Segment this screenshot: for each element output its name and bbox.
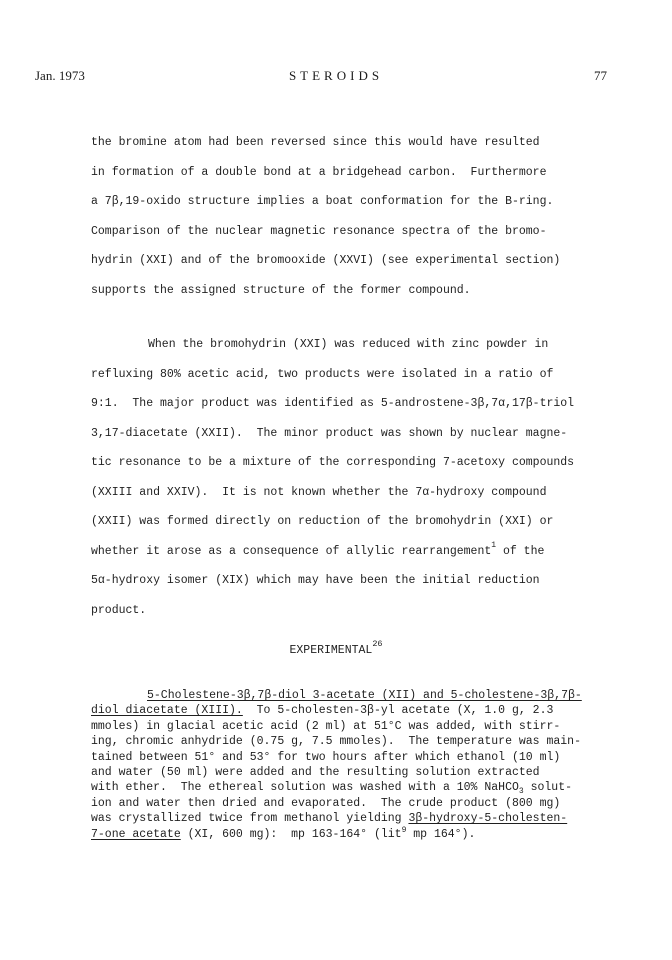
text-fragment: (XI, 600 mg): mp 163-164° (lit	[180, 827, 402, 841]
header-journal-title: STEROIDS	[288, 68, 384, 83]
text-fragment: whether it arose as a consequence of allylic rearrangement	[91, 544, 492, 558]
text-line: When the bromohydrin (XXI) was reduced with zinc powder in	[148, 338, 549, 351]
body-paragraph-2	[91, 330, 636, 625]
text-line: in formation of a double bond at a bridgehead carbon. Furthermore	[91, 165, 547, 179]
running-header	[0, 68, 672, 88]
header-page-number: 77	[594, 68, 607, 83]
text-line: the bromine atom had been reversed since this would have resulted	[91, 136, 540, 149]
text-line: (XXIII and XXIV). It is not known whether the 7α-hydroxy compound	[91, 485, 547, 499]
text-line	[91, 537, 636, 567]
compound-title: diol diacetate (XIII).	[91, 704, 243, 718]
section-heading	[0, 639, 672, 657]
text-line: 3,17-diacetate (XXII). The minor product was shown by nuclear magne-	[91, 426, 568, 440]
text-line: tic resonance to be a mixture of the corresponding 7-acetoxy compounds	[91, 456, 575, 469]
text-line	[91, 811, 611, 826]
text-line: ion and water then dried and evaporated. The crude product (800 mg)	[91, 796, 561, 810]
text-fragment: was crystallized twice from methanol yielding	[91, 812, 409, 826]
text-line: a 7β,19-oxido structure implies a boat conformation for the B-ring.	[91, 195, 554, 208]
footnote-reference: 9	[401, 825, 407, 835]
text-fragment: of the	[496, 544, 545, 558]
text-line	[91, 780, 611, 795]
text-line: (XXII) was formed directly on reduction of the bromohydrin (XXI) or	[91, 515, 554, 528]
body-paragraph-1	[91, 128, 631, 305]
text-line: mmoles) in glacial acetic acid (2 ml) at 51°C was added, with stirr-	[91, 719, 561, 733]
text-line: product.	[91, 603, 147, 617]
compound-title: 5-Cholestene-3β,7β-diol 3-acetate (XII) and 5-cholestene-3β,7β-	[147, 689, 582, 702]
text-fragment: solut-	[523, 781, 572, 795]
header-date: Jan. 1973	[35, 68, 85, 83]
text-fragment: with ether. The ethereal solution was washed with a 10% NaHCO	[91, 781, 519, 795]
text-line: 9:1. The major product was identified as 5-androstene-3β,7α,17β-triol	[91, 397, 575, 410]
text-line: Comparison of the nuclear magnetic resonance spectra of the bromo-	[91, 224, 547, 238]
footnote-reference: 1	[491, 540, 497, 550]
compound-title: 3β-hydroxy-5-cholesten-	[408, 812, 568, 826]
text-line: supports the assigned structure of the former compound.	[91, 283, 471, 297]
experimental-paragraph	[91, 688, 611, 842]
text-line	[91, 688, 611, 703]
text-line: tained between 51° and 53° for two hours after which ethanol (10 ml)	[91, 750, 561, 764]
text-line: ing, chromic anhydride (0.75 g, 7.5 mmoles). The temperature was main-	[91, 735, 581, 749]
text-line: and water (50 ml) were added and the resulting solution extracted	[91, 766, 540, 780]
text-line: refluxing 80% acetic acid, two products were isolated in a ratio of	[91, 367, 554, 381]
compound-title: 7-one acetate	[91, 827, 181, 841]
text-line	[91, 827, 611, 842]
text-fragment: mp 164°).	[406, 827, 476, 841]
text-line: 5α-hydroxy isomer (XIX) which may have been the initial reduction	[91, 574, 540, 587]
heading-footnote-reference: 26	[372, 639, 383, 649]
text-fragment: To 5-cholesten-3β-yl acetate (X, 1.0 g, 2.3	[242, 704, 554, 718]
text-line: hydrin (XXI) and of the bromooxide (XXVI) (see experimental section)	[91, 254, 561, 267]
heading-text: EXPERIMENTAL	[289, 644, 373, 657]
text-line	[91, 703, 611, 718]
subscript: 3	[518, 787, 524, 797]
